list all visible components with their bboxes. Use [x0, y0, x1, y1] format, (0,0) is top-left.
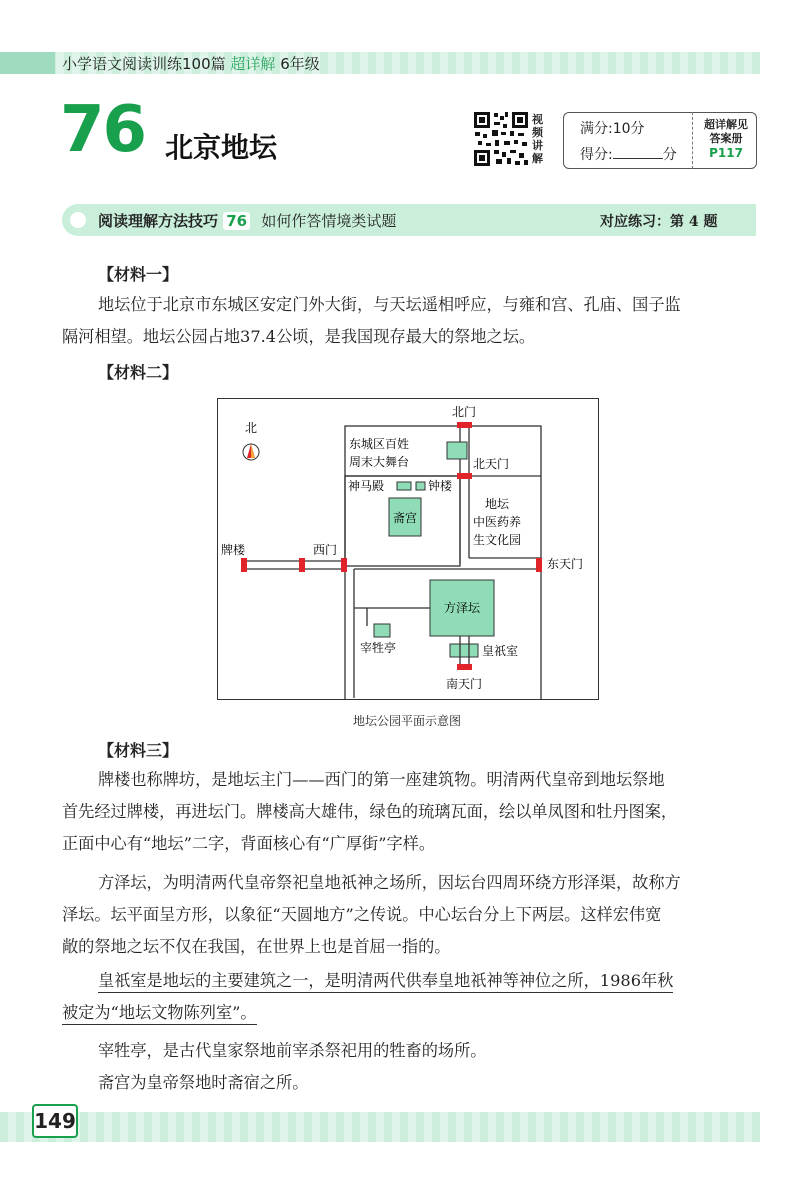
material3-p2-line: 敞的祭地之坛不仅在我国，在世界上也是首屈一指的。 [62, 937, 451, 956]
pailou-marker [241, 558, 247, 572]
map-label-ximen: 西门 [313, 543, 338, 557]
footer-strip [0, 1112, 760, 1142]
map-label-zhonglou: 钟楼 [428, 479, 453, 493]
material3-p5: 斋宫为皇帝祭地时斋宿之所。 [98, 1073, 309, 1092]
map-label-shenmadian: 神马殿 [348, 479, 385, 493]
page-number: 149 [32, 1104, 78, 1138]
method-number: 76 [223, 212, 250, 230]
series-title: 小学语文阅读训练100篇 超详解 6年级 [62, 55, 320, 73]
west-gate-marker-a [299, 558, 305, 572]
map-label-ditan: 地坛 [485, 497, 510, 511]
west-gate-marker-b [341, 558, 347, 572]
material3-p2-line: 方泽坛，为明清两代皇帝祭祀皇地祇神之场所，因坛台四周环绕方形泽渠，故称方 [98, 873, 681, 892]
method-banner-text: 阅读理解方法技巧 76 如何作答情境类试题 [98, 212, 397, 230]
map-label-zaishengting: 宰牲亭 [360, 641, 397, 655]
score-divider [692, 112, 693, 169]
zhonglou-building [416, 482, 425, 490]
map-label-dongcheng: 周末大舞台 [349, 455, 410, 469]
map-label-zhaigong: 斋宫 [392, 511, 418, 525]
east-heaven-gate-marker [536, 558, 542, 572]
map-label-nantianmen: 南天门 [445, 677, 483, 691]
shenmadian-building [397, 482, 411, 490]
grade-label: 6年级 [280, 55, 320, 73]
practice-ref: 对应练习：第 4 题 [600, 214, 718, 230]
map-label-north: 北 [244, 421, 258, 435]
material3-p1-line: 首先经过牌楼，再进坛门。牌楼高大雄伟，绿色的琉璃瓦面，绘以单凤图和牡丹图案， [62, 802, 678, 821]
material3-p3-line: 皇祇室是地坛的主要建筑之一，是明清两代供奉皇地祇神等神位之所，1986年秋 [98, 966, 673, 996]
map-label-ditan: 中医药养 [473, 515, 522, 529]
series-accent: 超详解 [230, 55, 276, 73]
map-label-huangqishi: 皇祇室 [482, 644, 519, 658]
score-blank [613, 146, 663, 159]
map-label-dongtianmen: 东天门 [547, 557, 584, 571]
material1-line: 地坛位于北京市东城区安定门外大街，与天坛遥相呼应，与雍和宫、孔庙、国子监 [98, 295, 681, 314]
method-topic: 如何作答情境类试题 [261, 212, 397, 230]
answer-reference: 超详解见 答案册 P117 [697, 118, 755, 160]
qr-code-icon[interactable] [472, 110, 530, 168]
score-field[interactable]: 得分: 分 [580, 147, 677, 163]
park-map [217, 398, 599, 700]
material3-p2-line: 泽坛。坛平面呈方形，以象征“天圆地方”之传说。中心坛台分上下两层。这样宏伟宽 [62, 905, 662, 924]
material1-line: 隔河相望。地坛公园占地37.4公顷，是我国现存最大的祭地之坛。 [62, 327, 536, 346]
banner-bullet-icon [70, 212, 86, 228]
material1-heading: 【材料一】 [98, 265, 179, 284]
material2-heading: 【材料二】 [98, 363, 179, 382]
zaishengting-building [374, 624, 390, 637]
north-heaven-gate-marker [457, 473, 472, 479]
north-gate-marker [457, 422, 472, 428]
stage-building [447, 442, 467, 459]
material3-heading: 【材料三】 [98, 741, 179, 760]
material3-p4: 宰牲亭，是古代皇家祭地前宰杀祭祀用的牲畜的场所。 [98, 1041, 487, 1060]
map-label-fangzetan: 方泽坛 [443, 601, 481, 615]
header-strip-accent [0, 52, 55, 74]
material3-p3-line: 被定为“地坛文物陈列室”。 [62, 998, 257, 1028]
material3-p1-line: 牌楼也称牌坊，是地坛主门——西门的第一座建筑物。明清两代皇帝到地坛祭地 [98, 770, 665, 789]
full-score: 满分:10分 [580, 121, 645, 137]
map-label-beitianmen: 北天门 [473, 457, 510, 471]
map-label-beimen: 北门 [451, 405, 477, 419]
lesson-title: 北京地坛 [165, 131, 278, 164]
qr-label: 视频讲解 [532, 113, 543, 165]
lesson-number: 76 [60, 93, 146, 167]
material3-p1-line: 正面中心有“地坛”二字，背面核心有“广厚街”字样。 [62, 834, 436, 853]
map-label-pailou: 牌楼 [221, 543, 246, 557]
answer-page: P117 [709, 146, 743, 160]
south-heaven-gate-marker [457, 664, 472, 670]
map-label-dongcheng: 东城区百姓 [349, 437, 410, 451]
huangqishi-building [450, 644, 478, 657]
map-caption: 地坛公园平面示意图 [352, 714, 461, 728]
map-label-ditan: 生文化园 [473, 533, 522, 547]
